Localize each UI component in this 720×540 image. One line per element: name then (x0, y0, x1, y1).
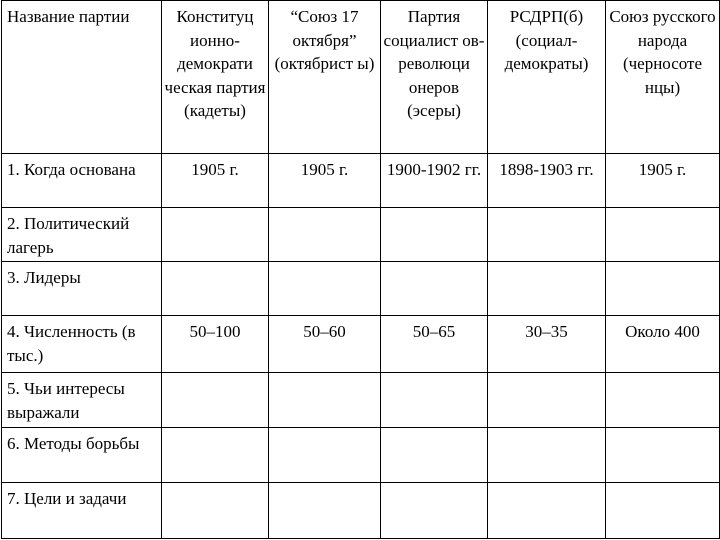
header-esers: Партия социалист ов-революци онеров (эсеры) (381, 1, 488, 154)
table-row (2, 316, 720, 373)
table-cell (488, 262, 606, 316)
row-label: 5. Чьи интересы выражали (2, 373, 162, 428)
table-cell (606, 208, 720, 262)
row-label: 6. Методы борьбы (2, 428, 162, 483)
table-cell: 50–60 (269, 316, 381, 373)
table-cell (269, 208, 381, 262)
table-cell (162, 428, 269, 483)
header-octobrists: “Союз 17 октября” (октябрист ы) (269, 1, 381, 154)
table-row (2, 483, 720, 539)
table-cell (381, 428, 488, 483)
table-cell (606, 262, 720, 316)
table-cell: 1900-1902 гг. (381, 154, 488, 208)
table-cell: 50–65 (381, 316, 488, 373)
table-row (2, 262, 720, 316)
table-cell (606, 428, 720, 483)
table-cell (606, 373, 720, 428)
table-cell: 1905 г. (162, 154, 269, 208)
table-cell (269, 373, 381, 428)
table-cell (269, 428, 381, 483)
table-cell (381, 483, 488, 539)
table-cell: 1905 г. (269, 154, 381, 208)
header-row (2, 1, 720, 154)
table-cell (269, 262, 381, 316)
table-cell (381, 208, 488, 262)
header-party-name: Название партии (2, 1, 162, 154)
table-cell (162, 262, 269, 316)
table-cell (488, 208, 606, 262)
table-row (2, 428, 720, 483)
row-label: 3. Лидеры (2, 262, 162, 316)
table-cell (488, 483, 606, 539)
table-row (2, 208, 720, 262)
table-cell: Около 400 (606, 316, 720, 373)
header-kadets: Конституц ионно-демократи ческая партия (кадеты) (162, 1, 269, 154)
table-cell: 1898-1903 гг. (488, 154, 606, 208)
row-label: 2. Политический лагерь (2, 208, 162, 262)
row-label: 4. Численность (в тыс.) (2, 316, 162, 373)
table-cell: 1905 г. (606, 154, 720, 208)
table-cell: 30–35 (488, 316, 606, 373)
table-cell (381, 373, 488, 428)
header-black-hundreds: Союз русского народа (черносоте нцы) (606, 1, 720, 154)
row-label: 1. Когда основана (2, 154, 162, 208)
header-rsdrp: РСДРП(б) (социал-демократы) (488, 1, 606, 154)
table-cell (269, 483, 381, 539)
parties-table (1, 0, 720, 539)
table-cell (606, 483, 720, 539)
table-cell: 50–100 (162, 316, 269, 373)
table-cell (162, 208, 269, 262)
table-cell (162, 483, 269, 539)
table-cell (488, 428, 606, 483)
table-cell (381, 262, 488, 316)
table-cell (488, 373, 606, 428)
table-row (2, 373, 720, 428)
table-cell (162, 373, 269, 428)
table-row (2, 154, 720, 208)
row-label: 7. Цели и задачи (2, 483, 162, 539)
